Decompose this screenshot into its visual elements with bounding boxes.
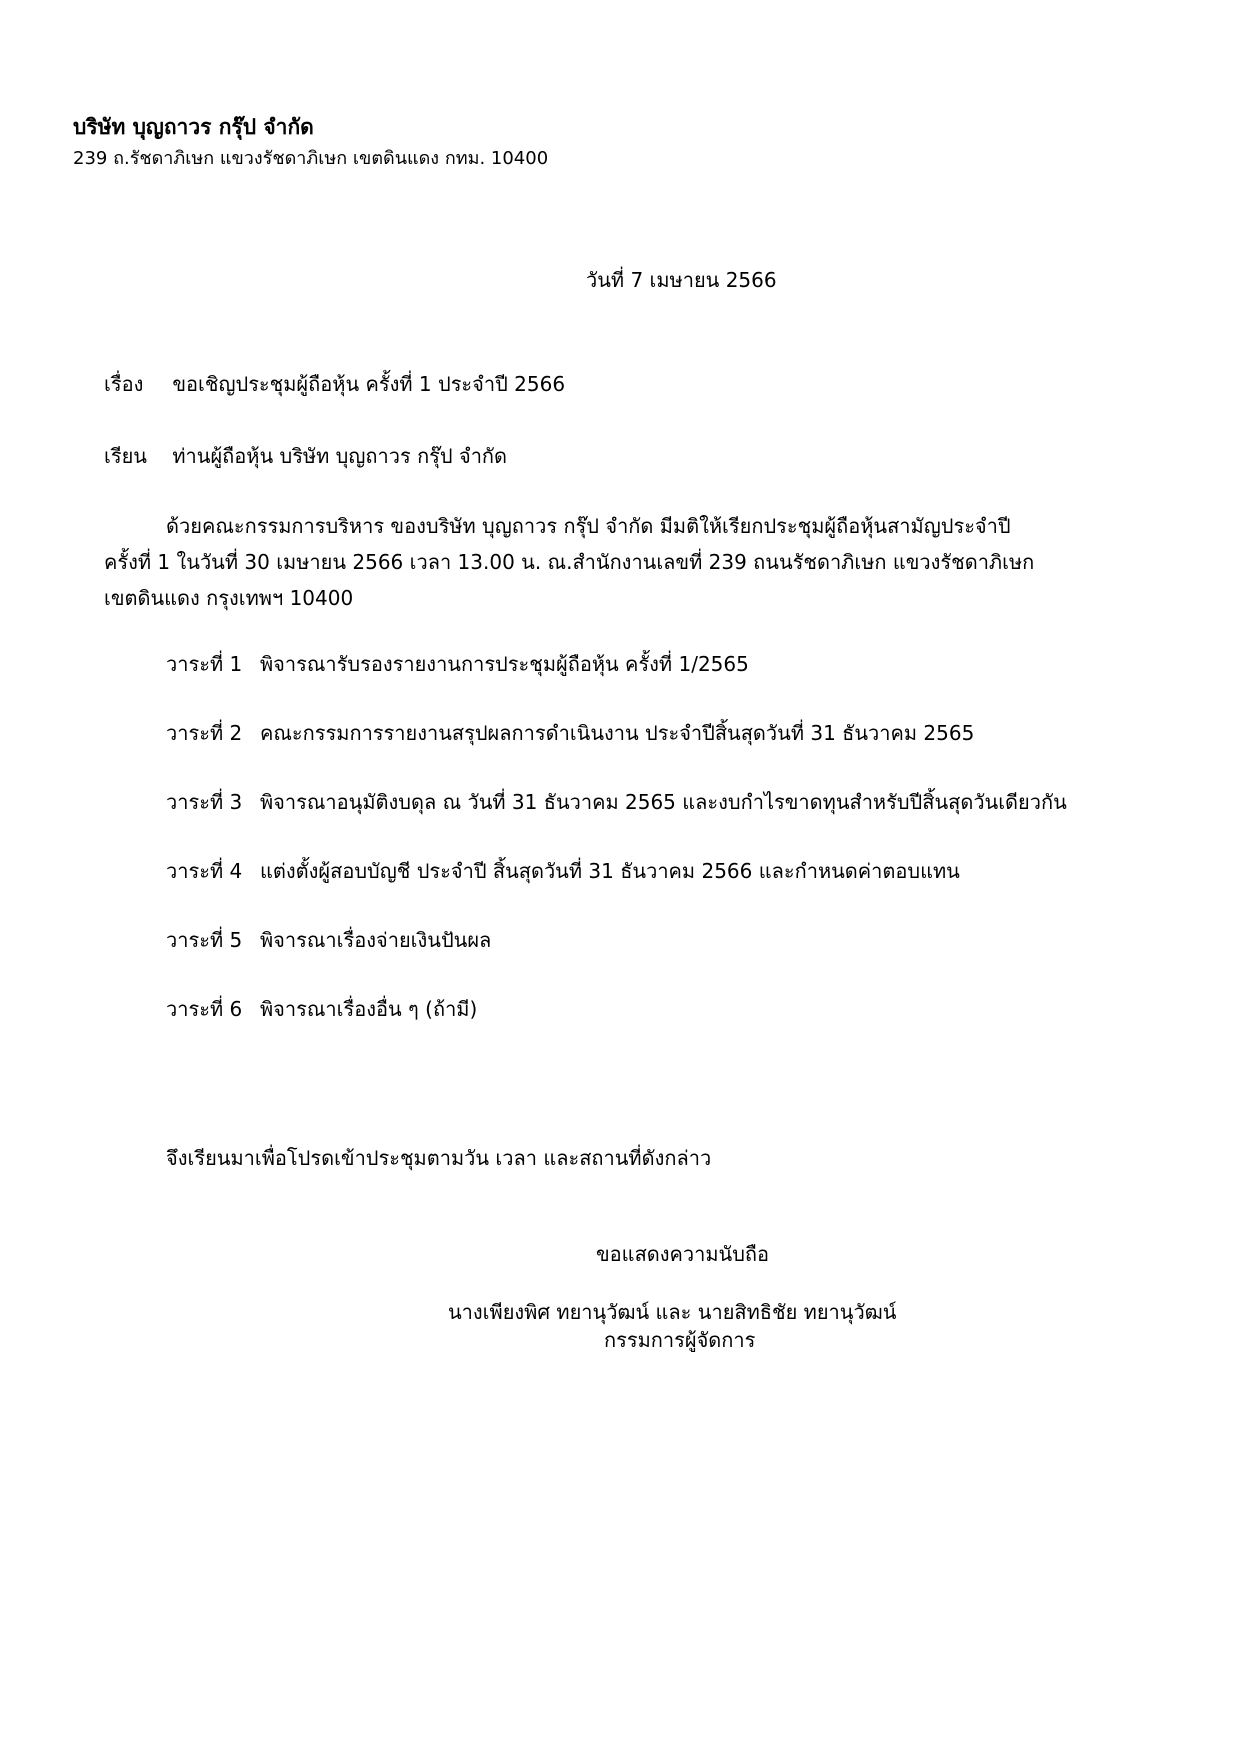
recipient-text: ท่านผู้ถือหุ้น บริษัท บุญถาวร กรุ๊ป จำกัด xyxy=(172,444,508,468)
signer-title: กรรมการผู้จัดการ xyxy=(604,1328,756,1352)
agenda-text: พิจารณารับรองรายงานการประชุมผู้ถือหุ้น ครั้งที่ 1/2565 xyxy=(260,652,749,676)
subject-text: ขอเชิญประชุมผู้ถือหุ้น ครั้งที่ 1 ประจำปี 2566 xyxy=(172,372,566,396)
intro-line-1: ด้วยคณะกรรมการบริหาร ของบริษัท บุญถาวร กรุ๊ป จำกัด มีมติให้เรียกประชุมผู้ถือหุ้นสามัญประจำปี xyxy=(166,514,1011,538)
intro-paragraph xyxy=(104,508,1114,616)
agenda-label: วาระที่ 2 xyxy=(166,721,243,745)
subject-label: เรื่อง xyxy=(104,372,144,396)
agenda-label: วาระที่ 3 xyxy=(166,790,243,814)
letter-date: วันที่ 7 เมษายน 2566 xyxy=(586,268,777,292)
closing-line: จึงเรียนมาเพื่อโปรดเข้าประชุมตามวัน เวลา และสถานที่ดังกล่าว xyxy=(166,1146,712,1170)
agenda-text: คณะกรรมการรายงานสรุปผลการดำเนินงาน ประจำปีสิ้นสุดวันที่ 31 ธันวาคม 2565 xyxy=(260,721,975,745)
agenda-label: วาระที่ 4 xyxy=(166,859,243,883)
agenda-label: วาระที่ 6 xyxy=(166,997,243,1021)
recipient-row xyxy=(104,440,507,472)
agenda-item-1 xyxy=(166,648,749,680)
company-name: บริษัท บุญถาวร กรุ๊ป จำกัด xyxy=(73,115,314,139)
agenda-label: วาระที่ 5 xyxy=(166,928,243,952)
signer-names: นางเพียงพิศ ทยานุวัฒน์ และ นายสิทธิชัย ทยานุวัฒน์ xyxy=(448,1300,897,1324)
recipient-label: เรียน xyxy=(104,444,147,468)
agenda-label: วาระที่ 1 xyxy=(166,652,243,676)
intro-line-3: เขตดินแดง กรุงเทพฯ 10400 xyxy=(104,586,354,610)
regards-line: ขอแสดงความนับถือ xyxy=(596,1242,770,1266)
agenda-item-4 xyxy=(166,855,960,887)
intro-line-2: ครั้งที่ 1 ในวันที่ 30 เมษายน 2566 เวลา 13.00 น. ณ.สำนักงานเลขที่ 239 ถนนรัชดาภิเษก แขวงรัชดาภิเษก xyxy=(104,550,1035,574)
agenda-item-3 xyxy=(166,786,1067,818)
company-address: 239 ถ.รัชดาภิเษก แขวงรัชดาภิเษก เขตดินแดง กทม. 10400 xyxy=(73,148,549,169)
agenda-text: พิจารณาเรื่องจ่ายเงินปันผล xyxy=(260,928,492,952)
agenda-item-6 xyxy=(166,993,477,1025)
subject-row xyxy=(104,368,565,400)
agenda-item-5 xyxy=(166,924,491,956)
agenda-text: พิจารณาอนุมัติงบดุล ณ วันที่ 31 ธันวาคม 2565 และงบกำไรขาดทุนสำหรับปีสิ้นสุดวันเดียวกัน xyxy=(260,790,1067,814)
agenda-item-2 xyxy=(166,717,974,749)
agenda-text: แต่งตั้งผู้สอบบัญชี ประจำปี สิ้นสุดวันที่ 31 ธันวาคม 2566 และกำหนดค่าตอบแทน xyxy=(260,859,960,883)
agenda-text: พิจารณาเรื่องอื่น ๆ (ถ้ามี) xyxy=(260,997,478,1021)
